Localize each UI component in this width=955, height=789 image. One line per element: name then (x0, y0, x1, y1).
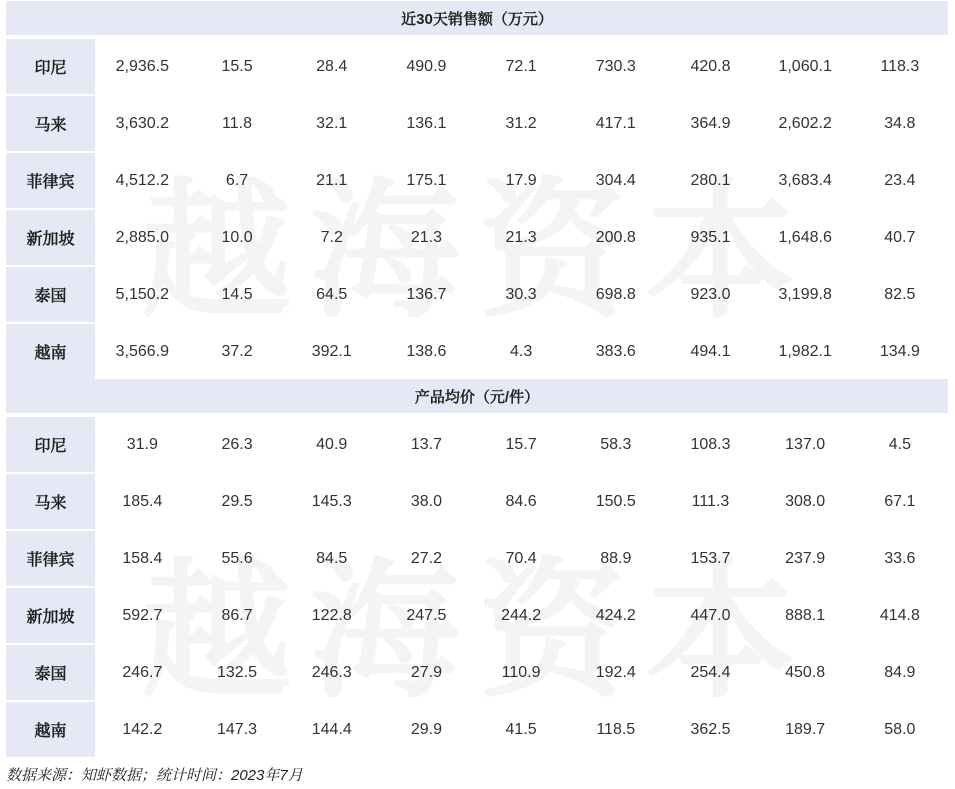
table-cell: 424.2 (595, 606, 636, 624)
table-cell: 392.1 (311, 342, 352, 360)
table-cell: 450.8 (785, 663, 826, 681)
table-cell: 72.1 (505, 57, 537, 75)
row-label: 越南 (6, 702, 95, 757)
table-cell: 84.5 (316, 549, 348, 567)
table-cell: 494.1 (690, 342, 731, 360)
table-cell: 26.3 (221, 435, 253, 453)
table-cell: 58.3 (600, 435, 632, 453)
table-cell: 490.9 (406, 57, 447, 75)
table-row (6, 531, 948, 586)
row-label: 泰国 (6, 267, 95, 322)
table-cell: 4,512.2 (115, 171, 170, 189)
table-cell: 134.9 (879, 342, 920, 360)
table-cell: 23.4 (884, 171, 916, 189)
table-cell: 592.7 (122, 606, 163, 624)
table-row (6, 588, 948, 643)
table-cell: 3,683.4 (778, 171, 832, 189)
table-cell: 142.2 (122, 720, 163, 738)
table-cell: 244.2 (501, 606, 542, 624)
table-cell: 118.5 (596, 720, 636, 738)
table-cell: 144.4 (311, 720, 352, 738)
table-cell: 185.4 (122, 492, 163, 510)
table-cell: 417.1 (595, 114, 636, 132)
table-cell: 40.7 (884, 228, 916, 246)
table-cell: 84.9 (884, 663, 916, 681)
table-row (6, 39, 948, 94)
table-cell: 414.8 (879, 606, 920, 624)
table-cell: 21.3 (505, 228, 537, 246)
table-cell: 923.0 (690, 285, 731, 303)
table-cell: 3,566.9 (115, 342, 170, 360)
table-cell: 420.8 (690, 57, 731, 75)
row-label: 菲律宾 (6, 531, 95, 586)
table-cell: 158.4 (122, 549, 163, 567)
sales-table (6, 39, 948, 381)
table-cell: 30.3 (505, 285, 537, 303)
table-cell: 137.0 (785, 435, 826, 453)
table-cell: 15.5 (221, 57, 253, 75)
table-cell: 246.7 (122, 663, 163, 681)
table-cell: 6.7 (225, 171, 249, 189)
table-cell: 246.3 (311, 663, 352, 681)
table-cell: 888.1 (785, 606, 826, 624)
table-cell: 247.5 (406, 606, 447, 624)
table-row (6, 417, 948, 472)
table-cell: 37.2 (221, 342, 253, 360)
table-cell: 15.7 (505, 435, 537, 453)
table-cell: 88.9 (600, 549, 632, 567)
table-cell: 383.6 (595, 342, 636, 360)
table-cell: 730.3 (595, 57, 636, 75)
row-label: 泰国 (6, 645, 95, 700)
table-cell: 11.8 (222, 114, 252, 132)
table-cell: 67.1 (884, 492, 916, 510)
table-cell: 108.3 (690, 435, 731, 453)
table-cell: 38.0 (410, 492, 442, 510)
row-label: 越南 (6, 324, 95, 379)
sales-section-title: 近30天销售额（万元） (6, 1, 948, 35)
table-cell: 280.1 (690, 171, 731, 189)
table-cell: 4.5 (888, 435, 911, 453)
table-row (6, 702, 948, 757)
table-cell: 10.0 (221, 228, 253, 246)
table-cell: 118.3 (880, 57, 920, 75)
table-cell: 2,885.0 (115, 228, 170, 246)
table-cell: 84.6 (505, 492, 537, 510)
table-cell: 58.0 (884, 720, 916, 738)
table-cell: 64.5 (316, 285, 348, 303)
table-cell: 41.5 (505, 720, 537, 738)
table-cell: 111.3 (691, 492, 730, 510)
table-cell: 136.1 (406, 114, 447, 132)
table-cell: 86.7 (221, 606, 253, 624)
table-cell: 7.2 (320, 228, 343, 246)
table-cell: 192.4 (595, 663, 636, 681)
table-cell: 27.9 (410, 663, 442, 681)
table-cell: 1,982.1 (778, 342, 832, 360)
table-cell: 200.8 (595, 228, 636, 246)
table-row (6, 474, 948, 529)
table-cell: 698.8 (595, 285, 636, 303)
table-cell: 145.3 (311, 492, 352, 510)
table-cell: 21.3 (410, 228, 442, 246)
table-cell: 82.5 (884, 285, 916, 303)
table-cell: 70.4 (505, 549, 537, 567)
table-cell: 5,150.2 (115, 285, 170, 303)
table-cell: 935.1 (690, 228, 731, 246)
table-cell: 31.9 (126, 435, 158, 453)
table-cell: 14.5 (221, 285, 253, 303)
table-cell: 29.5 (221, 492, 253, 510)
row-label: 新加坡 (6, 210, 95, 265)
table-cell: 138.6 (406, 342, 447, 360)
table-row (6, 324, 948, 379)
table-cell: 34.8 (884, 114, 916, 132)
table-row (6, 96, 948, 151)
table-cell: 136.7 (406, 285, 447, 303)
table-cell: 28.4 (316, 57, 348, 75)
table-cell: 254.4 (690, 663, 731, 681)
row-label: 菲律宾 (6, 153, 95, 208)
table-cell: 147.3 (217, 720, 258, 738)
table-row (6, 645, 948, 700)
table-cell: 189.7 (785, 720, 826, 738)
table-cell: 447.0 (690, 606, 731, 624)
table-cell: 27.2 (410, 549, 442, 567)
table-cell: 153.7 (690, 549, 731, 567)
row-label: 马来 (6, 96, 95, 151)
table-cell: 1,648.6 (778, 228, 832, 246)
row-label: 马来 (6, 474, 95, 529)
price-table (6, 417, 948, 759)
table-cell: 32.1 (316, 114, 348, 132)
table-cell: 2,602.2 (778, 114, 832, 132)
table-row (6, 267, 948, 322)
table-cell: 33.6 (884, 549, 916, 567)
table-cell: 21.1 (316, 171, 348, 189)
table-cell: 3,630.2 (115, 114, 170, 132)
table-cell: 150.5 (595, 492, 636, 510)
table-cell: 29.9 (410, 720, 442, 738)
table-cell: 55.6 (221, 549, 253, 567)
table-cell: 175.1 (406, 171, 447, 189)
table-cell: 1,060.1 (778, 57, 832, 75)
table-cell: 40.9 (316, 435, 348, 453)
table-cell: 364.9 (690, 114, 731, 132)
table-cell: 4.3 (509, 342, 533, 360)
table-cell: 237.9 (785, 549, 826, 567)
table-cell: 3,199.8 (778, 285, 832, 303)
table-cell: 122.8 (311, 606, 352, 624)
table-row (6, 210, 948, 265)
table-cell: 304.4 (595, 171, 636, 189)
table-cell: 13.7 (410, 435, 442, 453)
row-label: 新加坡 (6, 588, 95, 643)
table-cell: 31.2 (505, 114, 537, 132)
table-cell: 362.5 (690, 720, 731, 738)
table-cell: 110.9 (501, 663, 541, 681)
price-section-title: 产品均价（元/件） (6, 379, 948, 413)
table-cell: 2,936.5 (115, 57, 170, 75)
table-cell: 17.9 (505, 171, 537, 189)
table-cell: 308.0 (785, 492, 826, 510)
table-row (6, 153, 948, 208)
source-note: 数据来源：知虾数据；统计时间：2023年7月 (6, 767, 303, 784)
row-label: 印尼 (6, 39, 95, 94)
row-label: 印尼 (6, 417, 95, 472)
table-cell: 132.5 (217, 663, 258, 681)
